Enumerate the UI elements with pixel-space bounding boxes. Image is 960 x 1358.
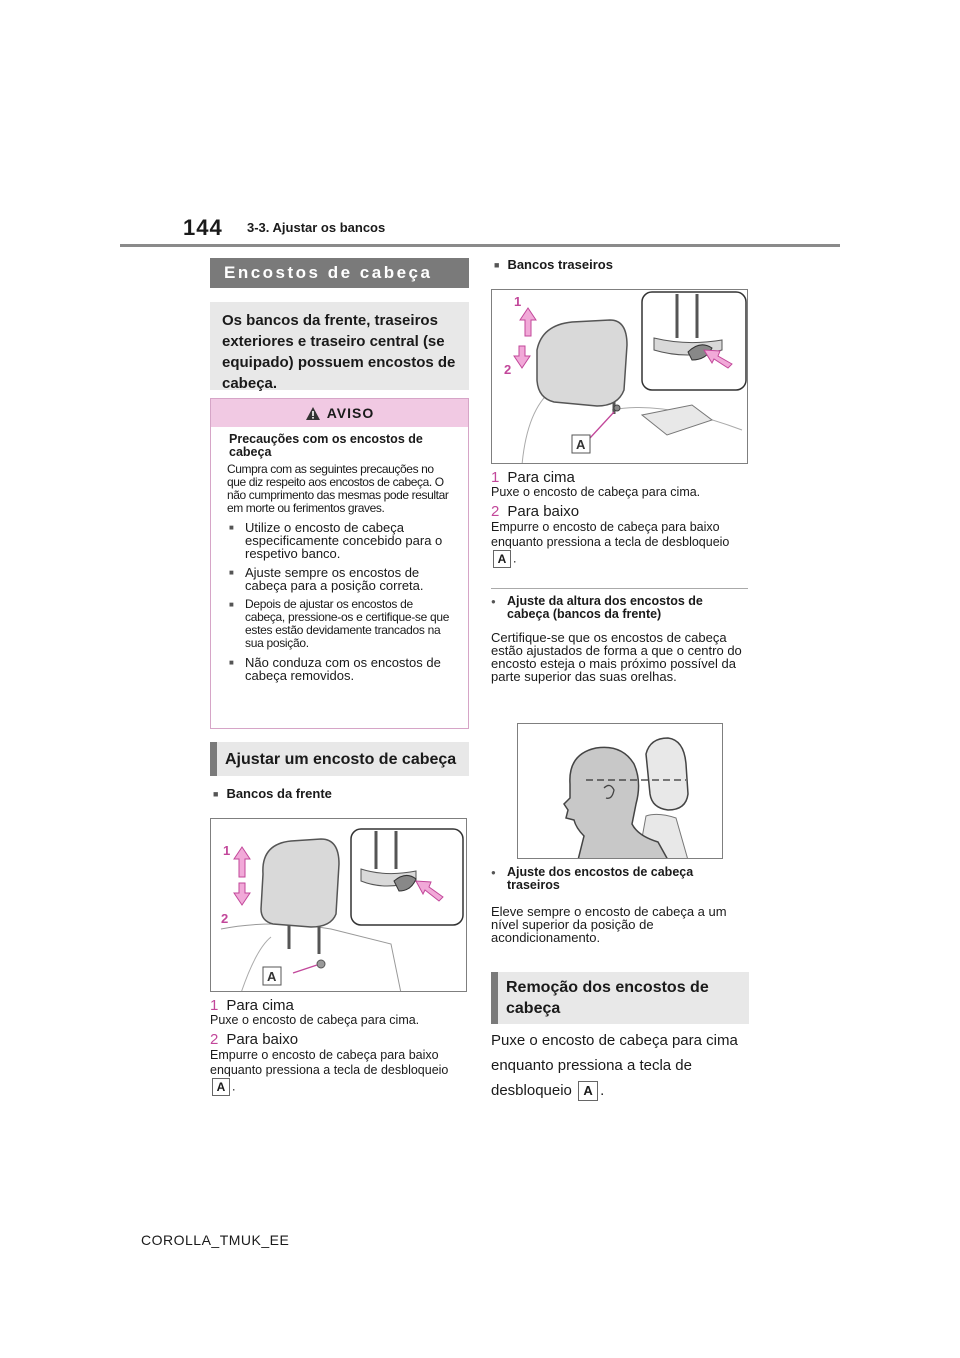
rear-headrest-figure	[491, 289, 748, 464]
head-position-figure	[517, 723, 723, 859]
fig-label-a: A	[267, 969, 277, 984]
warning-box	[210, 398, 469, 729]
warning-title: Precauções com os encostos de cabeça	[229, 432, 423, 459]
unlock-key-a: A	[493, 550, 511, 568]
rear-step-1: 1 Para cima Puxe o encosto de cabeça para cima.	[491, 469, 701, 499]
warning-paragraph: Cumpra com as seguintes precauções no que diz respeito aos encostos de cabeça. O não cumprimento das mesmas pode resultar em morte ou ferimentos graves.	[227, 462, 449, 515]
fig-label-a: A	[576, 437, 586, 452]
removal-text: Puxe o encosto de cabeça para cima enquanto pressiona a tecla de desbloqueio A .	[491, 1028, 753, 1103]
front-headrest-figure	[210, 818, 467, 992]
warning-header	[211, 399, 468, 427]
rear-adjust-text: Eleve sempre o encosto de cabeça a um nível superior da posição de acondicionamento.	[491, 904, 727, 945]
warning-item: ■ Ajuste sempre os encostos de cabeça para a posição correta.	[227, 566, 452, 592]
header-rule	[120, 244, 840, 247]
warning-item: ■ Utilize o encosto de cabeça especificamente concebido para o respetivo banco.	[227, 521, 452, 560]
fig-label-1: 1	[514, 294, 522, 309]
intro-box: Os bancos da frente, traseiros exteriores e traseiro central (se equipado) possuem encostos de cabeça.	[210, 302, 469, 390]
front-step-2: 2 Para baixo Empurre o encosto de cabeça para baixo enquanto pressiona a tecla de desbloqueio A .	[210, 1031, 449, 1094]
fig-label-1: 1	[223, 843, 231, 858]
unlock-key-a: A	[578, 1081, 598, 1101]
headrest-banner: Encostos de cabeça	[210, 258, 469, 288]
unlock-key-a: A	[212, 1078, 230, 1096]
footer-model-code: COROLLA_TMUK_EE	[141, 1232, 290, 1248]
rear-adjust-title: ● Ajuste dos encostos de cabeça traseiros	[491, 865, 694, 892]
fig-label-2: 2	[221, 911, 229, 926]
section-title: 3-3. Ajustar os bancos	[247, 220, 386, 235]
height-adjust-text: Certifique-se que os encostos de cabeça estão ajustados de forma a que o centro do encosto esteja o mais próximo possível da parte superior das suas orelhas.	[491, 630, 742, 684]
front-step-1: 1 Para cima Puxe o encosto de cabeça para cima.	[210, 997, 420, 1027]
height-adjust-title: ● Ajuste da altura dos encostos de cabeça (bancos da frente)	[491, 594, 703, 621]
rear-step-2: 2 Para baixo Empurre o encosto de cabeça para baixo enquanto pressiona a tecla de desbloqueio A .	[491, 503, 730, 566]
divider	[491, 588, 748, 589]
front-seats-title: ■ Bancos da frente	[213, 786, 332, 801]
fig-label-2: 2	[504, 362, 512, 377]
warning-item: ■ Não conduza com os encostos de cabeça removidos.	[227, 656, 452, 682]
rear-seats-title: ■ Bancos traseiros	[494, 257, 613, 272]
adjust-banner: Ajustar um encosto de cabeça	[210, 742, 469, 776]
warning-label: AVISO	[326, 405, 375, 421]
warning-triangle-icon	[305, 406, 321, 421]
warning-item: ■ Depois de ajustar os encostos de cabeça, pressione-os e certifique-se que estes estão devidamente trancados na sua posição.	[227, 598, 452, 650]
page-number: 144	[183, 215, 223, 240]
removal-banner: Remoção dos encostos de cabeça	[491, 972, 749, 1024]
